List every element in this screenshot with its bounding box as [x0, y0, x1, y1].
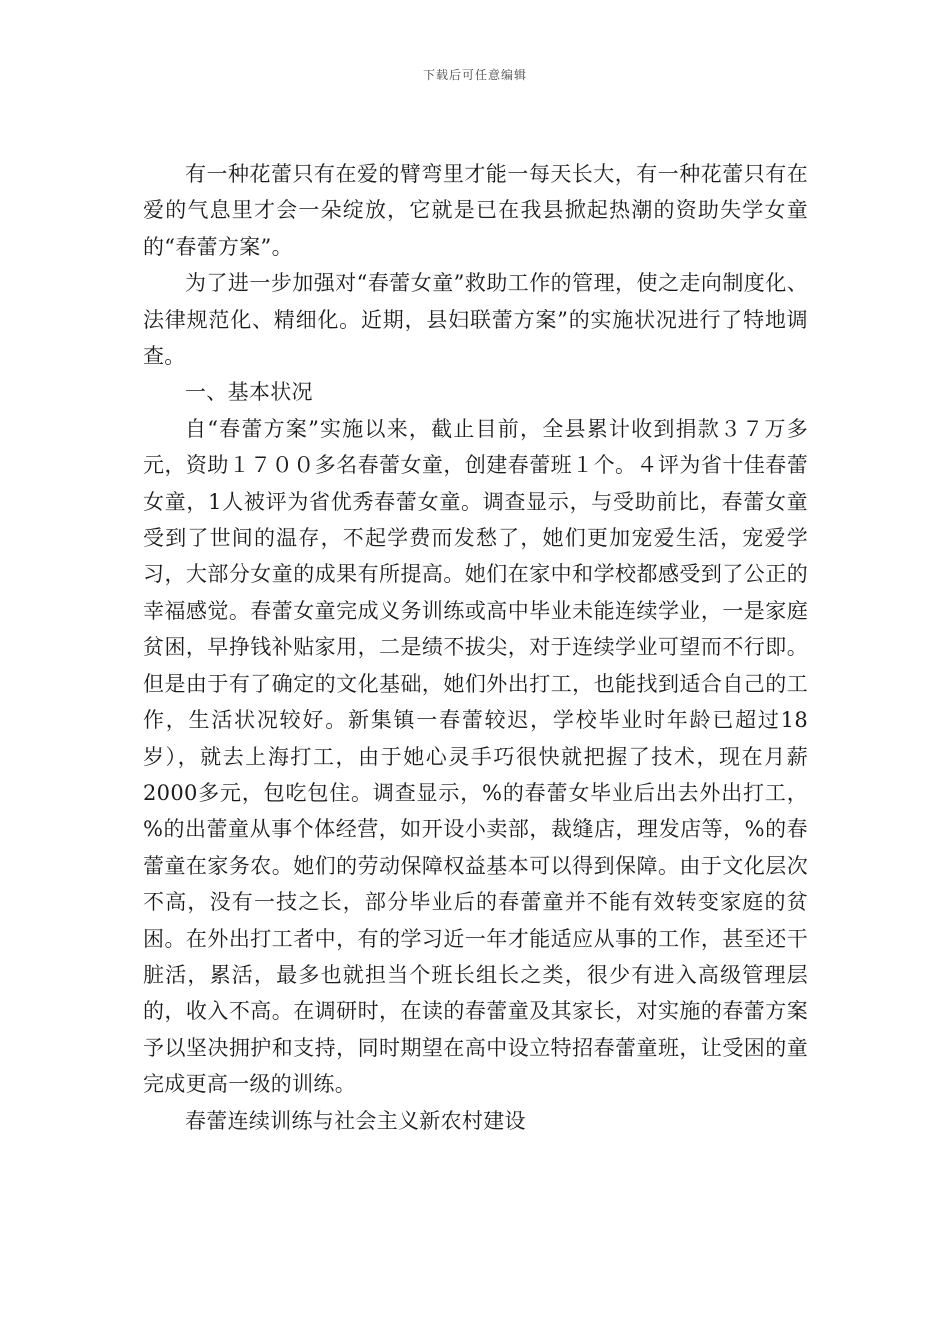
document-body — [143, 156, 808, 1139]
intro-paragraph: 有一种花蕾只有在爱的臂弯里才能一每天长大，有一种花蕾只有在爱的气息里才会一朵绽放，它就是已在我县掀起热潮的资助失学女童的“春蕾方案”。 — [143, 162, 808, 259]
page-header-note: 下载后可任意编辑 — [422, 68, 527, 82]
purpose-paragraph: 为了进一步加强对“春蕾女童”救助工作的管理，使之走向制度化、法律规范化、精细化。近期，县妇联蕾方案”的实施状况进行了特地调查。 — [143, 271, 808, 369]
section-heading-basic-status: 一、基本状况 — [185, 380, 313, 405]
basic-status-paragraph: 自“春蕾方案”实施以来，截止目前，全县累计收到捐款３７万多元，资助１７００多名春蕾女童，创建春蕾班１个。４评为省十佳春蕾女童，1人被评为省优秀春蕾女童。调查显示，与受助前比，春蕾女童受到了世间的温存，不起学费而发愁了，她们更加宠爱生活，宠爱学习，大部分女童的成果有所提高。她们在家中和学校都感受到了公正的幸福感觉。春蕾女童完成义务训练或高中毕业未能连续学业，一是家庭贫困，早挣钱补贴家用，二是绩不拔尖，对于连续学业可望而不行即。但是由于有了确定的文化基础，她们外出打工，也能找到适合自己的工作，生活状况较好。新集镇一春蕾较迟，学校毕业时年龄已超过18岁），就去上海打工，由于她心灵手巧很快就把握了技术，现在月薪2000多元，包吃包住。调查显示，%的春蕾女毕业后出去外出打工，%的出蕾童从事个体经营，如开设小卖部，裁缝店，理发店等，%的春蕾童在家务农。她们的劳动保障权益基本可以得到保障。由于文化层次不高，没有一技之长，部分毕业后的春蕾童并不能有效转变家庭的贫困。在外出打工者中，有的学习近一年才能适应从事的工作，甚至还干脏活，累活，最多也就担当个班长组长之类，很少有进入高级管理层的，收入不高。在调研时，在读的春蕾童及其家长，对实施的春蕾方案予以坚决拥护和支持，同时期望在高中设立特招春蕾童班，让受困的童完成更高一级的训练。 — [143, 416, 808, 1097]
section-heading-education: 春蕾连续训练与社会主义新农村建设 — [185, 1108, 526, 1133]
